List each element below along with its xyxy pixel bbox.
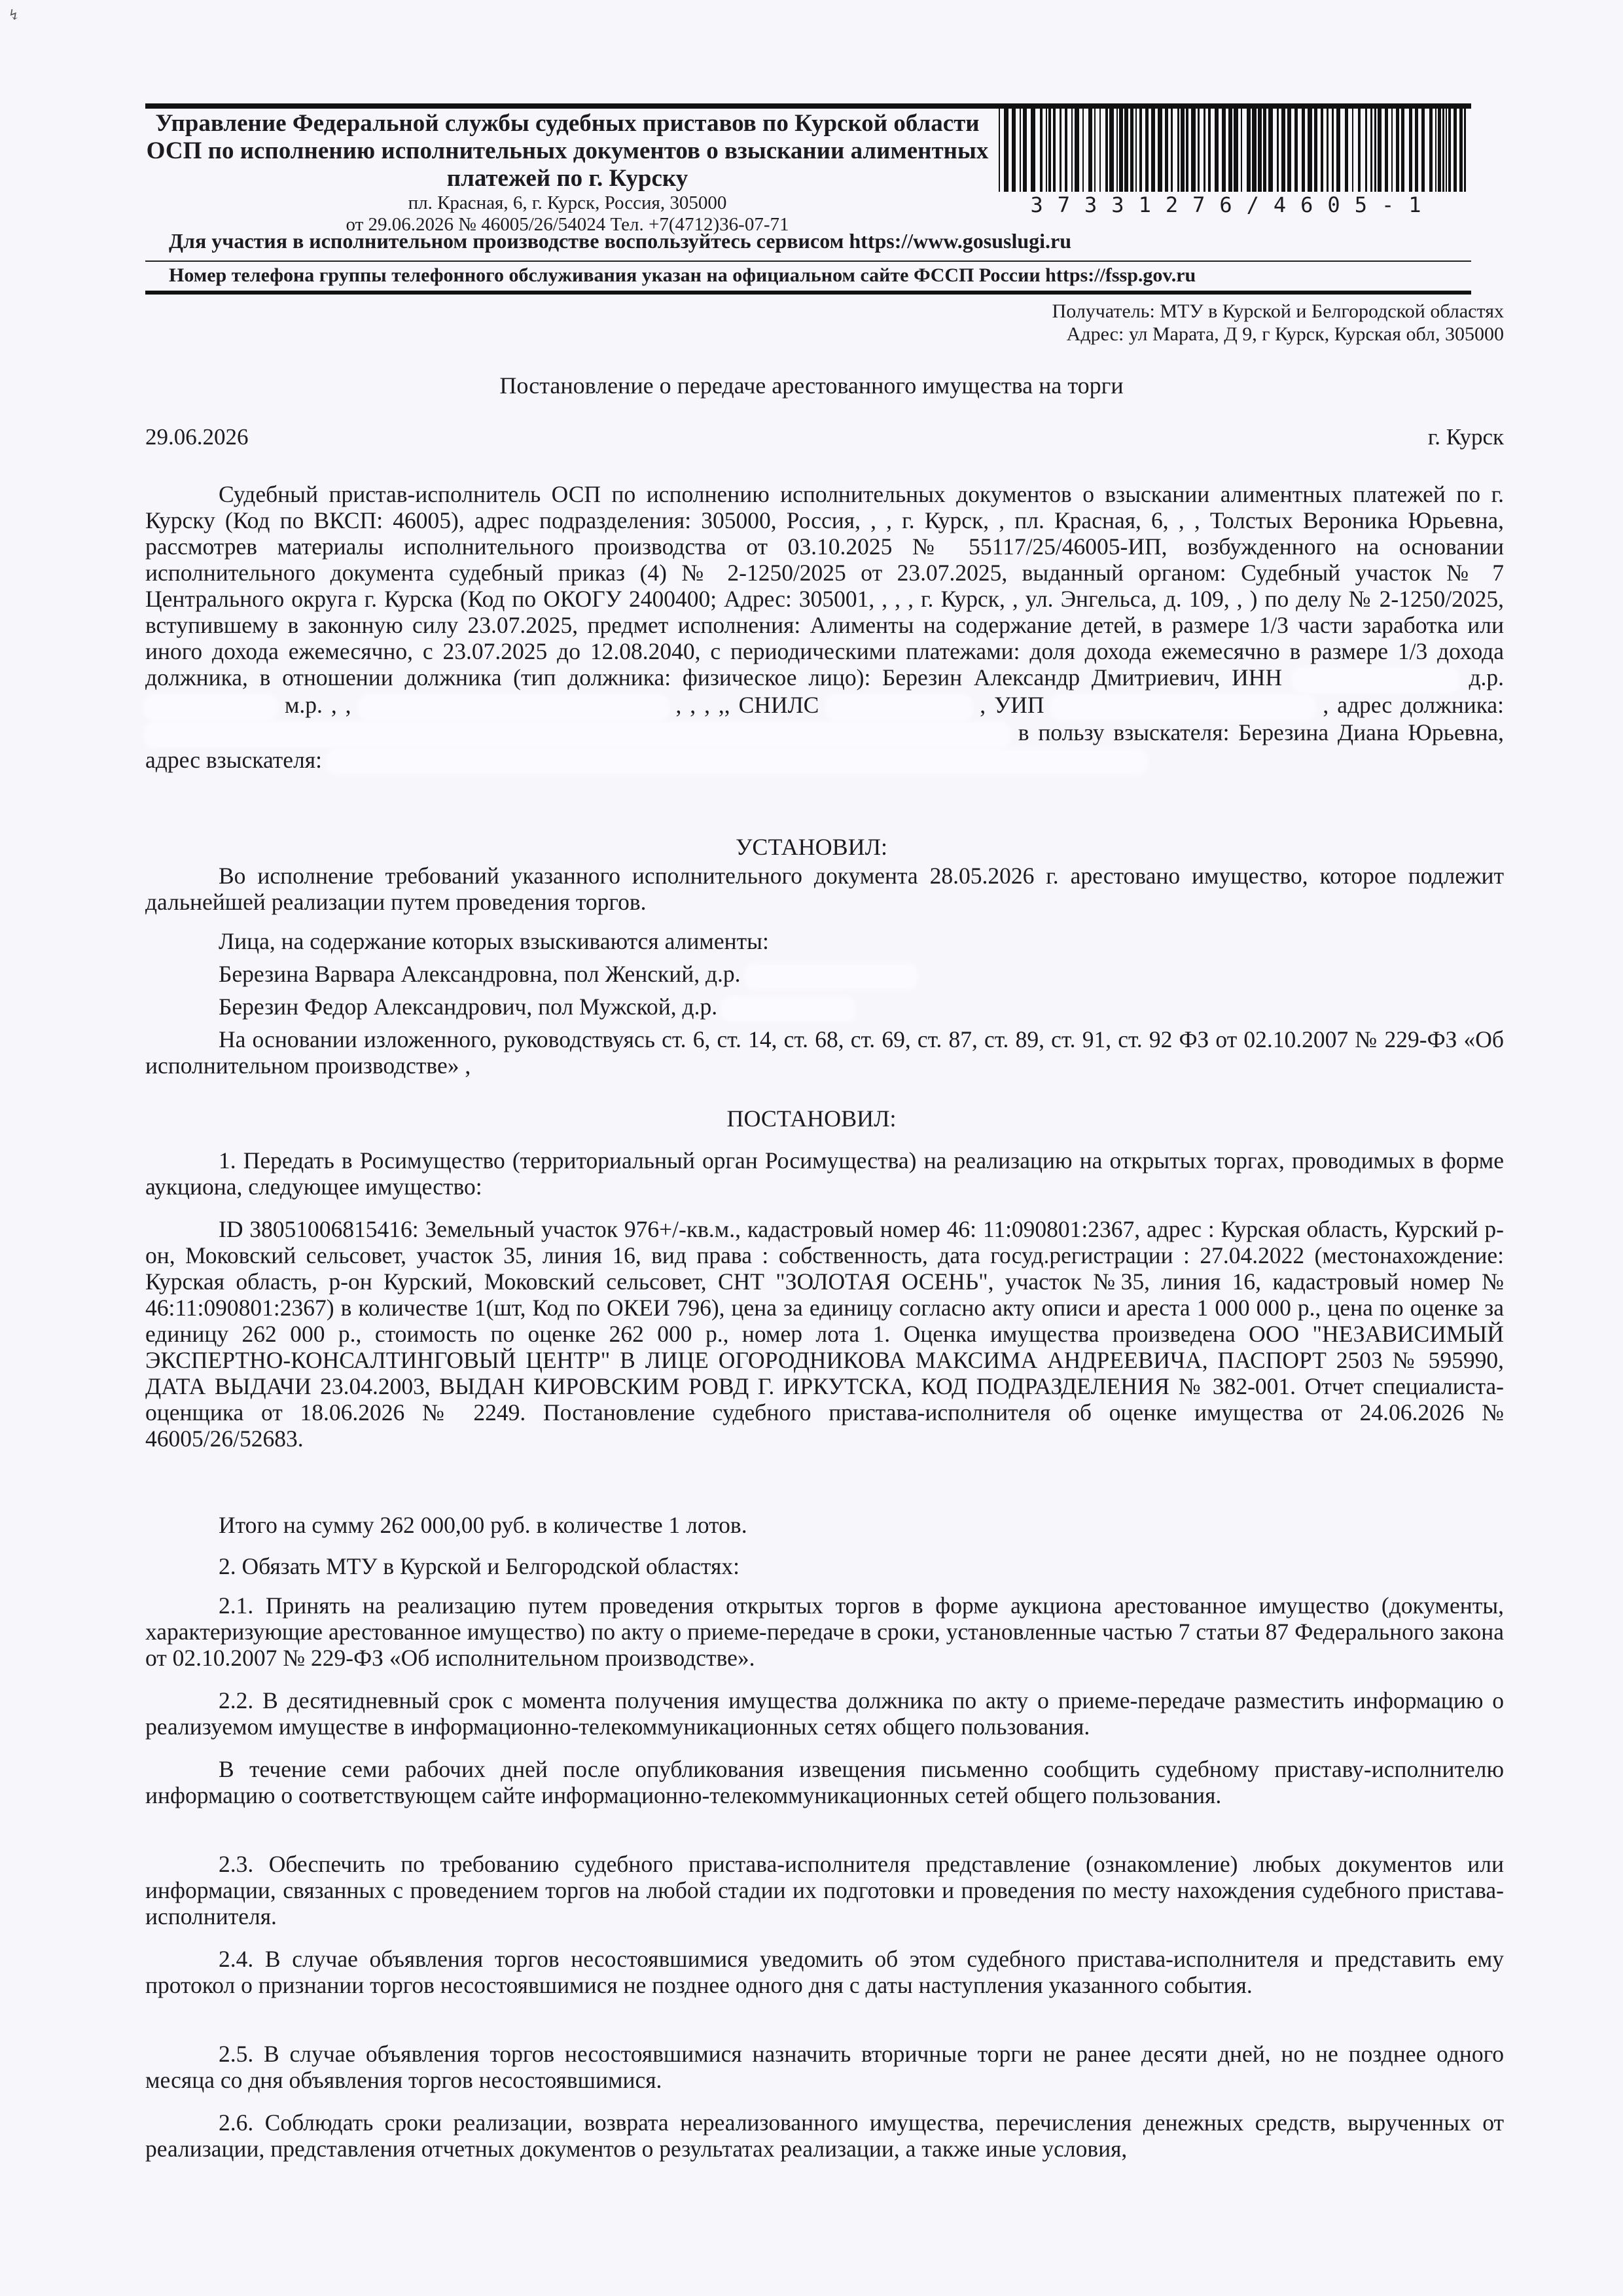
barcode-bar [1374, 108, 1376, 192]
barcode-bar [1378, 108, 1382, 192]
barcode-bar [1181, 108, 1185, 192]
barcode-bar [1124, 108, 1128, 192]
header-rule-1 [145, 260, 1471, 262]
barcode-bar [1145, 108, 1149, 192]
barcode-bar [1365, 108, 1367, 192]
redacted-birthplace [360, 696, 668, 719]
gosuslugi-notice: Для участия в исполнительном производстве воспользуйтесь сервисом https://www.gosuslugi.ru [169, 229, 1072, 253]
barcode-bar [1302, 108, 1305, 192]
barcode-bar [1429, 108, 1433, 192]
barcode-bar [1109, 108, 1114, 192]
resolved-item-1: 1. Передать в Росимущество (территориальный орган Росимущества) на реализацию на открытых торгах, проводимых в форме аукциона, следующее имущество: [145, 1147, 1504, 1200]
document-city: г. Курск [1427, 424, 1504, 450]
barcode-bar [1094, 108, 1096, 192]
barcode-bar [1241, 108, 1242, 192]
barcode-bar [1053, 108, 1056, 192]
issuer-line-1: Управление Федеральной службы судебных приставов по Курской области [155, 110, 980, 137]
barcode-bar [1252, 108, 1257, 192]
barcode-bar [1459, 108, 1463, 192]
resolved-item-2-1: 2.1. Принять на реализацию путем проведения открытых торгов в форме аукциона арестованное имущество (документы, характеризующие арестованное имущество) по акту о приеме-передаче в сроки, установленные частью 7 статьи 87 Федерального закона от 02.10.2007 № 229-ФЗ «Об исполнительном производстве». [145, 1592, 1504, 1671]
barcode-bar [1204, 108, 1205, 192]
barcode-bar [1268, 108, 1273, 192]
barcode-bar [1228, 108, 1232, 192]
issuer-line-2: ОСП по исполнению исполнительных документов о взыскании алиментных [146, 137, 989, 164]
barcode-bar [1139, 108, 1142, 192]
barcode-bar [1308, 108, 1312, 192]
barcode-bar [1191, 108, 1196, 192]
barcode-bar [1401, 108, 1404, 192]
barcode-bar [1130, 108, 1133, 192]
barcode-number: 37331276/4605-1 [1030, 192, 1436, 217]
barcode-bar [1321, 108, 1323, 192]
barcode-bar [1446, 108, 1447, 192]
barcode-bar [1186, 108, 1188, 192]
barcode-bar [1448, 108, 1451, 192]
barcode-bar [1352, 108, 1353, 192]
barcode-bar [1442, 108, 1444, 192]
barcode-bar [1165, 108, 1168, 192]
barcode-bar [1234, 108, 1238, 192]
barcode-bar [1385, 108, 1388, 192]
barcode-bar [1263, 108, 1266, 192]
barcode-bar [1247, 108, 1251, 192]
intro-text-d: , , , ,, СНИЛС [675, 691, 819, 718]
barcode-bar [1046, 108, 1047, 192]
intro-text-a: Судебный пристав-исполнитель ОСП по исполнению исполнительных документов о взыскании алиментных платежей по г. Курску (Код по ВКСП: 46005), адрес подразделения: 305000, Россия, , , г. Курск, , пл. Красная, 6, , , Толстых Вероника Юрьевна, рассмотрев материалы исполнительного производства от 03.10.2025 № 55117/25/46005-ИП, возбужденного на основании исполнительного документа судебный приказ (4) № 2-1250/2025 от 23.07.2025, выданный органом: Судебный участок № 7 Центрального округа г. Курска (Код по ОКОГУ 2400400; Адрес: 305001, , , , г. Курск, , ул. Энгельса, д. 109, , ) по делу № 2-1250/2025, вступившему в законную силу 23.07.2025, предмет исполнения: Алименты на содержание детей, в размере 1/3 части заработка или иного дохода ежемесячно, с 23.07.2025 до 12.08.2040, с периодическими платежами: доля дохода ежемесячно в размере 1/3 дохода должника, в отношении должника (тип должника: физическое лицо): Березин Александр Дмитриевич, ИНН [145, 481, 1504, 691]
barcode-bar [1004, 108, 1008, 192]
redacted-debtor-address [145, 723, 1009, 747]
barcode-bar [1135, 108, 1137, 192]
intro-text-e: , УИП [980, 691, 1044, 718]
barcode-bar [1116, 108, 1118, 192]
established-heading: УСТАНОВИЛ: [735, 834, 888, 860]
issuer-reference: от 29.06.2026 № 46005/26/54024 Тел. +7(4712)36-07-71 [346, 214, 789, 235]
issuer-line-3: платежей по г. Курску [446, 165, 688, 192]
phone-notice: Номер телефона группы телефонного обслуживания указан на официальном сайте ФССП России https://fssp.gov.ru [169, 264, 1196, 286]
scan-mark: ↯ [8, 7, 20, 23]
intro-text-c: м.р. , , [284, 691, 351, 718]
barcode-bar [1177, 108, 1179, 192]
barcode-bar [1119, 108, 1123, 192]
intro-text-b: д.р. [1469, 664, 1505, 691]
barcode-bar [1464, 108, 1466, 192]
resolved-item-2: 2. Обязать МТУ в Курской и Белгородской областях: [219, 1553, 740, 1579]
barcode-bar [1031, 108, 1035, 192]
property-description: ID 38051006815416: Земельный участок 976+/-кв.м., кадастровый номер 46: 11:090801:2367, адрес : Курская область, Курский р-он, Моковский сельсовет, участок 35, линия 16, вид права : собственность, дата госуд.регистрации : 27.04.2022 (местонахождение: Курская область, р-он Курский, Моковский сельсовет, СНТ "ЗОЛОТАЯ ОСЕНЬ", участок №35, линия 16, кадастровый номер № 46:11:090801:2367) в количестве 1(шт, Код по ОКЕИ 796), цена за единицу согласно акту описи и ареста 1 000 000 р., цена по оценке за единицу 262 000 р., стоимость по оценке 262 000 р., номер лота 1. Оценка имущества произведена ООО "НЕЗАВИСИМЫЙ ЭКСПЕРТНО-КОНСАЛТИНГОВЫЙ ЦЕНТР" В ЛИЦЕ ОГОРОДНИКОВА МАКСИМА АНДРЕЕВИЧА, ПАСПОРТ 2503 № 595990, ДАТА ВЫДАЧИ 23.04.2003, ВЫДАН КИРОВСКИМ РОВД Г. ИРКУТСКА, КОД ПОДРАЗДЕЛЕНИЯ № 382-001. Отчет специалиста-оценщика от 18.06.2026 № 2249. Постановление судебного пристава-исполнителя об оценке имущества от 24.06.2026 № 46005/26/52683. [145, 1216, 1504, 1452]
child-line-2 [219, 994, 854, 1021]
intro-text-g: в пользу взыскателя: Березина Диана Юрьевна, адрес взыскателя: [145, 719, 1504, 773]
recipient-address: Адрес: ул Марата, Д 9, г Курск, Курская обл, 305000 [1066, 323, 1504, 345]
barcode-bar [1409, 108, 1412, 192]
resolved-item-2-4: 2.4. В случае объявления торгов несостоявшимися уведомить об этом судебного пристава-исполнителя и представить ему протокол о признании торгов несостоявшимися не позднее одного дня с даты наступления указанного события. [145, 1946, 1504, 1998]
barcode-bar [1208, 108, 1211, 192]
children-label: Лица, на содержание которых взыскиваются алименты: [219, 928, 769, 954]
barcode-bar [1082, 108, 1084, 192]
redacted-snils [827, 696, 971, 719]
resolved-heading: ПОСТАНОВИЛ: [726, 1105, 897, 1132]
barcode-bar [1171, 108, 1173, 192]
resolved-item-2-3: 2.3. Обеспечить по требованию судебного пристава-исполнителя представление (ознакомление) любых документов или информации, связанных с проведением торгов на любой стадии их подготовки и проведения по месту нахождения судебного пристава-исполнителя. [145, 1851, 1504, 1929]
child-1-text: Березина Варвара Александровна, пол Женский, д.р. [219, 961, 741, 987]
document-title: Постановление о передаче арестованного имущества на торги [499, 372, 1124, 399]
barcode-bar [1020, 108, 1021, 192]
recipient-block [1052, 300, 1504, 346]
document-date: 29.06.2026 [145, 424, 249, 450]
redacted-child-1-birthdate [746, 965, 916, 988]
basis-paragraph: На основании изложенного, руководствуясь ст. 6, ст. 14, ст. 68, ст. 69, ст. 87, ст. 89, ст. 91, ст. 92 ФЗ от 02.10.2007 № 229-ФЗ «Об исполнительном производстве» , [145, 1026, 1504, 1079]
barcode-bar [1370, 108, 1372, 192]
resolved-item-2-5: 2.5. В случае объявления торгов несостоявшимися назначить вторичные торги не ранее десяти дней, но не позднее одного месяца со дня объявления торгов несостоявшимися. [145, 2041, 1504, 2093]
barcode-bar [1151, 108, 1155, 192]
barcode-bar [1345, 108, 1348, 192]
barcode-bar [1396, 108, 1399, 192]
barcode-bar [1294, 108, 1298, 192]
resolved-item-2-2: 2.2. В десятидневный срок с момента получения имущества должника по акту о приеме-передаче разместить информацию о реализуемом имуществе в информационно-телекоммуникационных сетях общего пользования. [145, 1687, 1504, 1740]
barcode-bar [1287, 108, 1291, 192]
intro-text-f: , адрес должника: [1323, 691, 1505, 718]
barcode-bar [1012, 108, 1016, 192]
redacted-birthdate [145, 696, 276, 719]
redacted-uip [1052, 696, 1314, 719]
barcode-bar [1281, 108, 1285, 192]
barcode-image [997, 108, 1469, 192]
barcode-bar [1454, 108, 1457, 192]
barcode-bar [1075, 108, 1079, 192]
barcode-bar [1327, 108, 1329, 192]
barcode-bar [1099, 108, 1101, 192]
barcode-bar [1258, 108, 1262, 192]
resolved-item-2-2-notice: В течение семи рабочих дней после опубликования извещения письменно сообщить судебному приставу-исполнителю информацию о соответствующем сайте информационно-телекоммуникационных сетей общего пользования. [145, 1756, 1504, 1808]
barcode-bar [1105, 108, 1108, 192]
redacted-child-2-birthdate [723, 997, 854, 1021]
total-line: Итого на сумму 262 000,00 руб. в количестве 1 лотов. [219, 1512, 747, 1538]
barcode-bar [1048, 108, 1051, 192]
intro-paragraph [145, 481, 1504, 774]
barcode-bar [1358, 108, 1361, 192]
barcode-bar [1040, 108, 1043, 192]
barcode-bar [1277, 108, 1279, 192]
barcode-bar [1088, 108, 1092, 192]
issuer-block [145, 110, 990, 236]
header-rule-2 [145, 291, 1471, 295]
issuer-address: пл. Красная, 6, г. Курск, Россия, 305000 [408, 192, 727, 213]
barcode-bar [999, 108, 1000, 192]
barcode-bar [1158, 108, 1162, 192]
resolved-item-2-6: 2.6. Соблюдать сроки реализации, возврата нереализованного имущества, перечисления денежных средств, вырученных от реализации, представления отчетных документов о результатах реализации, а также иные условия, [145, 2109, 1504, 2162]
barcode-bar [1415, 108, 1418, 192]
barcode-bar [1198, 108, 1200, 192]
barcode-bar [1421, 108, 1425, 192]
barcode-bar [1222, 108, 1226, 192]
barcode-bar [1065, 108, 1067, 192]
barcode-bar [1438, 108, 1441, 192]
barcode-bar [1332, 108, 1334, 192]
barcode-bar [1215, 108, 1219, 192]
barcode-bar [1391, 108, 1393, 192]
barcode-bar [1060, 108, 1061, 192]
barcode-bar [1314, 108, 1317, 192]
recipient-name: Получатель: МТУ в Курской и Белгородской областях [1052, 300, 1504, 322]
redacted-inn [1294, 668, 1457, 692]
barcode-bar [1071, 108, 1073, 192]
barcode-bar [1336, 108, 1340, 192]
child-2-text: Березин Федор Александрович, пол Мужской, д.р. [219, 994, 718, 1020]
barcode-bar [1435, 108, 1436, 192]
barcode-bar [1023, 108, 1027, 192]
established-paragraph: Во исполнение требований указанного исполнительного документа 28.05.2026 г. арестовано имущество, которое подлежит дальнейшей реализации путем проведения торгов. [145, 863, 1504, 915]
redacted-claimant-address [328, 750, 1146, 774]
child-line-1 [219, 961, 916, 988]
